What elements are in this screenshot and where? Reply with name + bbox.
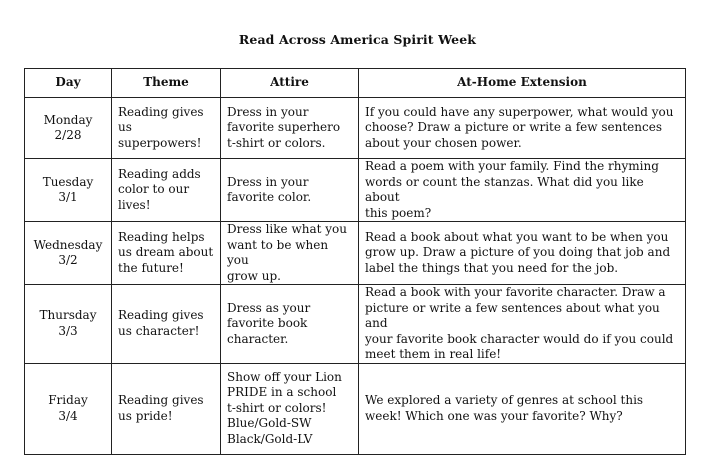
header-extension: At-Home Extension [359, 69, 686, 98]
theme-line: Reading gives [118, 308, 204, 323]
extension-line: week! Which one was your favorite? Why? [365, 408, 623, 423]
day-date: 3/2 [58, 253, 78, 267]
extension-line: If you could have any superpower, what would you [365, 104, 674, 119]
day-date: 2/28 [54, 128, 82, 142]
attire-line: t-shirt or colors. [227, 135, 326, 150]
attire-cell [221, 222, 359, 285]
table-row [25, 98, 686, 159]
attire-cell [221, 159, 359, 222]
attire-line: want to be when you [227, 237, 329, 267]
extension-line: words or count the stanzas. What did you like about [365, 174, 644, 204]
extension-line: about your chosen power. [365, 135, 522, 150]
extension-cell [359, 98, 686, 159]
extension-cell [359, 222, 686, 285]
attire-line: grow up. [227, 268, 281, 283]
attire-line: Dress as your [227, 300, 311, 315]
extension-line: Read a poem with your family. Find the rhyming [365, 159, 659, 173]
attire-line: Dress in your [227, 104, 309, 119]
extension-cell [359, 363, 686, 454]
theme-line: Reading gives [118, 393, 204, 407]
theme-cell [112, 222, 221, 285]
extension-cell [359, 159, 686, 222]
header-attire: Attire [221, 69, 359, 98]
theme-line: us dream about [118, 245, 214, 260]
extension-line: meet them in real life! [365, 347, 502, 361]
extension-line: grow up. Draw a picture of you doing that job and [365, 245, 671, 260]
day-cell [25, 285, 112, 364]
attire-line: Show off your Lion [227, 369, 342, 384]
day-name: Wednesday [33, 237, 103, 252]
attire-line: Dress in your [227, 174, 309, 189]
attire-line: favorite color. [227, 190, 312, 204]
day-cell [25, 159, 112, 222]
extension-cell [359, 285, 686, 364]
theme-line: lives! [118, 197, 151, 212]
theme-line: us pride! [118, 408, 173, 423]
attire-cell [221, 363, 359, 454]
theme-line: us [118, 120, 132, 135]
day-date: 3/4 [58, 408, 78, 423]
attire-line: Black/Gold-LV [227, 431, 313, 446]
theme-line: Reading gives [118, 104, 204, 119]
attire-line: t-shirt or colors! [227, 400, 327, 415]
attire-line: Blue/Gold-SW [227, 416, 312, 431]
theme-line: superpowers! [118, 135, 202, 150]
extension-line: Read a book about what you want to be when you [365, 229, 669, 244]
attire-cell [221, 285, 359, 364]
theme-cell [112, 98, 221, 159]
extension-line: this poem? [365, 205, 432, 220]
day-name: Friday [48, 393, 88, 407]
extension-line: We explored a variety of genres at school this [365, 393, 644, 407]
theme-line: the future! [118, 260, 184, 275]
day-date: 3/3 [58, 323, 78, 338]
attire-cell [221, 98, 359, 159]
extension-line: label the things that you need for the job. [365, 260, 619, 275]
spirit-week-table [24, 68, 686, 455]
table-header-row [25, 69, 686, 98]
day-name: Thursday [39, 308, 97, 323]
theme-line: Reading helps [118, 229, 205, 244]
day-cell [25, 222, 112, 285]
extension-line: choose? Draw a picture or write a few sentences [365, 120, 662, 135]
table-row [25, 222, 686, 285]
theme-line: us character! [118, 323, 200, 338]
day-name: Tuesday [42, 174, 94, 189]
extension-line: picture or write a few sentences about what you and [365, 300, 660, 330]
page-title: Read Across America Spirit Week [238, 32, 477, 47]
header-day: Day [25, 69, 112, 98]
header-theme: Theme [112, 69, 221, 98]
attire-line: character. [227, 331, 289, 346]
theme-line: color to our [118, 182, 190, 197]
day-cell [25, 98, 112, 159]
theme-cell [112, 363, 221, 454]
attire-line: Dress like what you [227, 222, 347, 236]
day-date: 3/1 [58, 190, 78, 204]
extension-line: Read a book with your favorite character. Draw a [365, 285, 666, 299]
theme-cell [112, 159, 221, 222]
attire-line: PRIDE in a school [227, 385, 337, 400]
attire-line: favorite book [227, 316, 308, 330]
theme-cell [112, 285, 221, 364]
table-row [25, 363, 686, 454]
table-row [25, 285, 686, 364]
day-cell [25, 363, 112, 454]
table-row [25, 159, 686, 222]
extension-line: your favorite book character would do if you could [365, 331, 674, 346]
attire-line: favorite superhero [227, 120, 341, 135]
day-name: Monday [43, 112, 93, 127]
theme-line: Reading adds [118, 166, 201, 181]
